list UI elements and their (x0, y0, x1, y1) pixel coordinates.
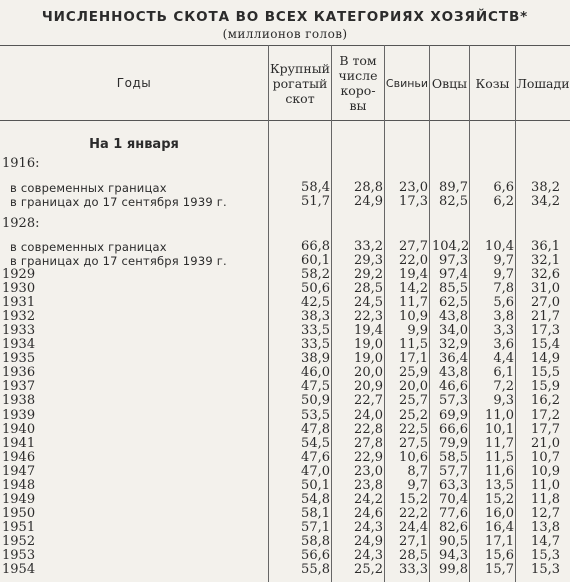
table-cell: 31,0 (531, 281, 560, 297)
row-year-label: 1936 (2, 365, 36, 381)
table-row (0, 394, 570, 408)
table-cell: 20,9 (354, 379, 383, 395)
table-cell: 36,1 (531, 239, 560, 254)
table-cell: 22,0 (399, 253, 428, 268)
table-row (0, 366, 570, 380)
row-year-label: 1935 (2, 351, 36, 367)
table-cell: 58,2 (301, 267, 330, 282)
table-cell: 97,4 (439, 267, 468, 282)
table-cell: 54,5 (301, 435, 330, 451)
table-cell: 10,9 (531, 463, 560, 479)
table-cell: 3,6 (493, 337, 514, 353)
table-cell: 24,5 (354, 295, 383, 311)
table-cell: 11,5 (399, 337, 428, 353)
table-cell: 24,6 (354, 505, 383, 521)
table-cell: 51,7 (301, 194, 330, 209)
table-cell: 15,2 (399, 491, 428, 507)
table-cell: 11,8 (531, 491, 560, 507)
header-horses: Лошади (516, 75, 570, 91)
table-row (0, 549, 570, 563)
table-cell: 13,8 (531, 519, 560, 535)
table-cell: 24,9 (354, 194, 383, 209)
table-cell: 90,5 (439, 533, 468, 549)
table-cell: 24,9 (354, 533, 383, 549)
table-cell: 58,4 (301, 180, 330, 195)
table-cell: 13,5 (485, 477, 514, 493)
table-cell: 82,5 (439, 194, 468, 209)
table-cell: 17,1 (399, 351, 428, 367)
row-year-label: 1938 (2, 393, 36, 409)
group-year-row (0, 217, 570, 231)
table-cell: 28,8 (354, 180, 383, 195)
table-row (0, 352, 570, 366)
row-year-label: 1931 (2, 295, 36, 311)
table-cell: 6,2 (493, 194, 514, 209)
table-cell: 9,3 (493, 393, 514, 409)
table-cell: 14,2 (399, 281, 428, 297)
table-cell: 33,2 (354, 239, 383, 254)
table-cell: 10,4 (485, 239, 514, 254)
table-cell: 77,6 (439, 505, 468, 521)
table-cell: 14,7 (531, 533, 560, 549)
table-cell: 11,7 (485, 435, 514, 451)
table-cell: 29,2 (354, 267, 383, 282)
table-cell: 8,7 (407, 463, 428, 479)
table-cell: 47,5 (301, 379, 330, 395)
table-cell: 16,4 (485, 519, 514, 535)
table-cell: 47,0 (301, 463, 330, 479)
table-cell: 85,5 (439, 281, 468, 297)
row-year-label: 1939 (2, 407, 36, 423)
row-year-label: 1934 (2, 337, 36, 353)
table-cell: 58,5 (439, 449, 468, 465)
row-year-label: 1937 (2, 379, 36, 395)
table-subtitle: (миллионов голов) (222, 27, 348, 41)
table-cell: 66,8 (301, 239, 330, 254)
table-cell: 10,7 (531, 449, 560, 465)
row-year-label: 1952 (2, 533, 36, 549)
table-row (0, 535, 570, 549)
table-row (0, 254, 570, 268)
table-cell: 27,8 (354, 435, 383, 451)
table-cell: 20,0 (399, 379, 428, 395)
table-cell: 97,3 (439, 253, 468, 268)
table-cell: 66,6 (439, 421, 468, 437)
table-cell: 19,0 (354, 337, 383, 353)
table-cell: 7,2 (493, 379, 514, 395)
table-cell: 22,2 (399, 505, 428, 521)
table-cell: 24,4 (399, 519, 428, 535)
table-cell: 15,6 (485, 548, 514, 563)
table-row (0, 521, 570, 535)
table-cell: 32,9 (439, 337, 468, 353)
table-cell: 57,7 (439, 463, 468, 479)
table-cell: 34,2 (531, 194, 560, 209)
table-cell: 54,8 (301, 491, 330, 507)
table-row (0, 268, 570, 282)
table-row (0, 296, 570, 310)
row-year-label: 1946 (2, 449, 36, 465)
table-cell: 21,7 (531, 309, 560, 325)
table-row (0, 409, 570, 423)
row-year-label: 1949 (2, 491, 36, 507)
table-cell: 43,8 (439, 365, 468, 381)
table-cell: 69,9 (439, 407, 468, 423)
table-cell: 15,3 (531, 548, 560, 563)
table-cell: 56,6 (301, 548, 330, 563)
table-cell: 23,8 (354, 477, 383, 493)
table-cell: 23,0 (399, 180, 428, 195)
table-cell: 11,6 (485, 463, 514, 479)
table-row (0, 451, 570, 465)
table-cell: 10,9 (399, 309, 428, 325)
table-cell: 15,9 (531, 379, 560, 395)
table-cell: 11,0 (531, 477, 560, 493)
table-cell: 47,6 (301, 449, 330, 465)
table-row (0, 437, 570, 451)
table-cell: 47,8 (301, 421, 330, 437)
table-cell: 46,6 (439, 379, 468, 395)
table-cell: 57,1 (301, 519, 330, 535)
table-row (0, 507, 570, 521)
table-cell: 24,2 (354, 491, 383, 507)
row-year-label: 1948 (2, 477, 36, 493)
table-cell: 32,6 (531, 267, 560, 282)
table-cell: 46,0 (301, 365, 330, 381)
table-cell: 42,5 (301, 295, 330, 311)
row-year-label: 1916: (2, 156, 40, 171)
table-cell: 25,2 (354, 562, 383, 578)
row-year-label: 1954 (2, 562, 36, 578)
table-cell: 14,9 (531, 351, 560, 367)
table-row (0, 493, 570, 507)
table-cell: 25,9 (399, 365, 428, 381)
table-cell: 23,0 (354, 463, 383, 479)
table-row (0, 338, 570, 352)
table-cell: 15,2 (485, 491, 514, 507)
table-cell: 24,0 (354, 407, 383, 423)
table-cell: 4,4 (493, 351, 514, 367)
table-cell: 22,9 (354, 449, 383, 465)
table-cell: 38,3 (301, 309, 330, 325)
row-year-label: 1932 (2, 309, 36, 325)
table-cell: 70,4 (439, 491, 468, 507)
table-cell: 25,7 (399, 393, 428, 409)
table-cell: 79,9 (439, 435, 468, 451)
table-cell: 12,7 (531, 505, 560, 521)
header-cattle: Крупный рогатый скот (270, 60, 330, 106)
table-cell: 55,8 (301, 562, 330, 578)
table-cell: 58,1 (301, 505, 330, 521)
header-years: Годы (116, 75, 152, 90)
header-pigs: Свиньи (385, 76, 429, 90)
table-cell: 28,5 (354, 281, 383, 297)
row-year-label: 1950 (2, 505, 36, 521)
row-sub-label: в современных границах (10, 240, 167, 254)
table-row (0, 563, 570, 577)
table-cell: 82,6 (439, 519, 468, 535)
table-cell: 9,7 (407, 477, 428, 493)
table-cell: 11,5 (485, 449, 514, 465)
table-row (0, 465, 570, 479)
row-year-label: 1928: (2, 216, 40, 231)
table-cell: 15,3 (531, 562, 560, 578)
table-cell: 17,3 (531, 323, 560, 339)
table-cell: 6,6 (493, 180, 514, 195)
table-cell: 15,7 (485, 562, 514, 578)
table-row (0, 310, 570, 324)
row-year-label: 1940 (2, 421, 36, 437)
row-sub-label: в современных границах (10, 181, 167, 195)
table-cell: 9,7 (493, 253, 514, 268)
row-year-label: 1929 (2, 267, 36, 282)
table-cell: 6,1 (493, 365, 514, 381)
table-cell: 62,5 (439, 295, 468, 311)
row-year-label: 1947 (2, 463, 36, 479)
table-cell: 10,1 (485, 421, 514, 437)
table-cell: 27,0 (531, 295, 560, 311)
table-cell: 3,8 (493, 309, 514, 325)
row-year-label: 1951 (2, 519, 36, 535)
table-cell: 17,1 (485, 533, 514, 549)
table-cell: 50,6 (301, 281, 330, 297)
row-sub-label: в границах до 17 сентября 1939 г. (10, 195, 227, 209)
header-sheep: Овцы (431, 75, 468, 91)
table-cell: 17,3 (399, 194, 428, 209)
table-row (0, 479, 570, 493)
table-cell: 43,8 (439, 309, 468, 325)
table-cell: 50,1 (301, 477, 330, 493)
table-cell: 32,1 (531, 253, 560, 268)
table-cell: 22,7 (354, 393, 383, 409)
table-cell: 33,5 (301, 323, 330, 339)
table-cell: 94,3 (439, 548, 468, 563)
table-cell: 22,3 (354, 309, 383, 325)
group-year-row (0, 157, 570, 171)
table-row (0, 181, 570, 195)
row-sub-label: в границах до 17 сентября 1939 г. (10, 254, 227, 268)
table-cell: 22,8 (354, 421, 383, 437)
table-cell: 19,4 (399, 267, 428, 282)
table-row (0, 380, 570, 394)
table-title: ЧИСЛЕННОСТЬ СКОТА ВО ВСЕХ КАТЕГОРИЯХ ХОЗЯЙСТВ* (41, 9, 529, 25)
table-cell: 24,3 (354, 548, 383, 563)
header-cows: В том числе коро-вы (338, 53, 378, 113)
table-cell: 33,5 (301, 337, 330, 353)
table-cell: 15,4 (531, 337, 560, 353)
table-row (0, 423, 570, 437)
table-cell: 19,0 (354, 351, 383, 367)
table-cell: 3,3 (493, 323, 514, 339)
table-cell: 16,0 (485, 505, 514, 521)
table-cell: 38,9 (301, 351, 330, 367)
table-row (0, 195, 570, 209)
table-cell: 104,2 (432, 239, 470, 254)
table-cell: 38,2 (531, 180, 560, 195)
table-cell: 16,2 (531, 393, 560, 409)
header-bottom-rule (0, 120, 570, 121)
table-cell: 28,5 (399, 548, 428, 563)
row-year-label: 1941 (2, 435, 36, 451)
table-cell: 36,4 (439, 351, 468, 367)
table-cell: 89,7 (439, 180, 468, 195)
table-cell: 27,1 (399, 533, 428, 549)
table-cell: 60,1 (301, 253, 330, 268)
table-cell: 50,9 (301, 393, 330, 409)
row-year-label: 1953 (2, 548, 36, 563)
table-cell: 21,0 (531, 435, 560, 451)
table-row (0, 282, 570, 296)
table-cell: 27,7 (399, 239, 428, 254)
table-cell: 24,3 (354, 519, 383, 535)
table-cell: 63,3 (439, 477, 468, 493)
row-year-label: 1930 (2, 281, 36, 297)
table-cell: 17,7 (531, 421, 560, 437)
table-cell: 53,5 (301, 407, 330, 423)
table-cell: 27,5 (399, 435, 428, 451)
table-cell: 20,0 (354, 365, 383, 381)
table-cell: 9,9 (407, 323, 428, 339)
table-cell: 7,8 (493, 281, 514, 297)
header-goats: Козы (475, 75, 510, 91)
section-label: На 1 января (89, 137, 179, 152)
table-cell: 15,5 (531, 365, 560, 381)
table-cell: 11,0 (485, 407, 514, 423)
table-row (0, 240, 570, 254)
table-cell: 10,6 (399, 449, 428, 465)
table-cell: 99,8 (439, 562, 468, 578)
table-cell: 57,3 (439, 393, 468, 409)
table-cell: 19,4 (354, 323, 383, 339)
table-cell: 58,8 (301, 533, 330, 549)
table-cell: 25,2 (399, 407, 428, 423)
table-cell: 11,7 (399, 295, 428, 311)
table-row (0, 324, 570, 338)
table-cell: 29,3 (354, 253, 383, 268)
table-cell: 5,6 (493, 295, 514, 311)
table-cell: 9,7 (493, 267, 514, 282)
table-cell: 22,5 (399, 421, 428, 437)
row-year-label: 1933 (2, 323, 36, 339)
table-cell: 33,3 (399, 562, 428, 578)
table-cell: 34,0 (439, 323, 468, 339)
table-cell: 17,2 (531, 407, 560, 423)
